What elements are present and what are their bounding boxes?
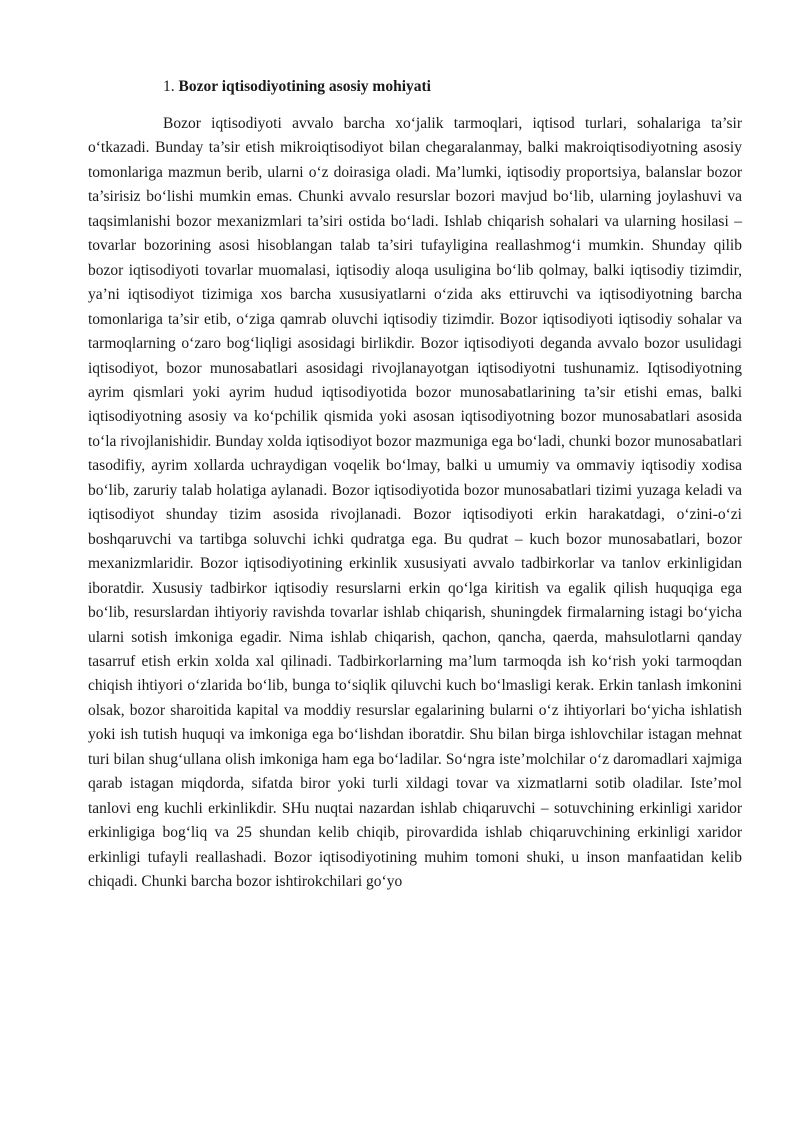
section-title: Bozor iqtisodiyotining asosiy mohiyati	[178, 78, 431, 95]
section-number: 1.	[163, 78, 179, 95]
body-paragraph: Bozor iqtisodiyoti avvalo barcha xo‘jalik tarmoqlari, iqtisod turlari, sohalariga ta’sir o‘tkazadi. Bunday ta’sir etish mikroiqtisodiyot bilan chegaralanmay, balki makroiqtisodiyotning asosiy tomonlariga mazmun berib, ularni o‘z doirasiga oladi. Ma’lumki, iqtisodiy proportsiya, balanslar bozor ta’sirisiz bo‘lishi mumkin emas. Chunki avvalo resurslar bozori mavjud bo‘lib, ularning joylashuvi va taqsimlanishi bozor mexanizmlari ta’siri ostida bo‘ladi. Ishlab chiqarish sohalari va ularning hosilasi – tovarlar bozorining asosi hisoblangan talab ta’siri tufayligina reallashmog‘i mumkin. Shunday qilib bozor iqtisodiyoti tovarlar muomalasi, iqtisodiy aloqa usuligina bo‘lib qolmay, balki iqtisodiy tizimdir, ya’ni iqtisodiyot tizimiga xos barcha xususiyatlarni o‘zida aks ettiruvchi va iqtisodiyotning barcha tomonlariga ta’sir etib, o‘ziga qamrab oluvchi iqtisodiy tizimdir. Bozor iqtisodiyoti iqtisodiy sohalar va tarmoqlarning o‘zaro bog‘liqligi asosidagi birlikdir. Bozor iqtisodiyoti deganda avvalo bozor usulidagi iqtisodiyot, bozor munosabatlari asosidagi rivojlanayotgan iqtisodiyotni tushunamiz. Iqtisodiyotning ayrim qismlari yoki ayrim hudud iqtisodiyotida bozor munosabatlarining ta’sir etishi emas, balki iqtisodiyotning asosiy va ko‘pchilik qismida yoki asosan iqtisodiyotning bozor munosabatlari asosida to‘la rivojlanishidir. Bunday xolda iqtisodiyot bozor mazmuniga ega bo‘ladi, chunki bozor munosabatlari tasodifiy, ayrim xollarda uchraydigan voqelik bo‘lmay, balki u umumiy va ommaviy iqtisodiy xodisa bo‘lib, zaruriy talab holatiga aylanadi. Bozor iqtisodiyotida bozor munosabatlari tizimi yuzaga keladi va iqtisodiyot shunday tizim asosida rivojlanadi. Bozor iqtisodiyoti erkin harakatdagi, o‘zini-o‘zi boshqaruvchi va tartibga soluvchi ichki qudratga ega. Bu qudrat – kuch bozor munosabatlari, bozor mexanizmlaridir. Bozor iqtisodiyotining erkinlik xususiyati avvalo tadbirkorlar va tanlov erkinligidan iboratdir. Xususiy tadbirkor iqtisodiy resurslarni erkin qo‘lga kiritish va egalik qilish huquqiga ega bo‘lib, resurslardan ihtiyoriy ravishda tovarlar ishlab chiqarish, shuningdek firmalarning istagi bo‘yicha ularni sotish imkoniga egadir. Nima ishlab chiqarish, qachon, qancha, qaerda, mahsulotlarni qanday tasarruf etish erkin xolda xal qilinadi. Tadbirkorlarning ma’lum tarmoqda ish ko‘rish yoki tarmoqdan chiqish ihtiyori o‘zlarida bo‘lib, bunga to‘siqlik qiluvchi kuch bo‘lmasligi kerak. Erkin tanlash imkonini olsak, bozor sharoitida kapital va moddiy resurslar egalarining bularni o‘z ihtiyorlari bo‘yicha ishlatish yoki ish tutish huquqi va imkoniga ega bo‘lishdan iboratdir. Shu bilan birga ishlovchilar istagan mehnat turi bilan shug‘ullana olish imkoniga ham ega bo‘ladilar. So‘ngra iste’molchilar o‘z daromadlari xajmiga qarab istagan miqdorda, sifatda biror yoki turli xildagi tovar va xizmatlarni sotib oladilar. Iste’mol tanlovi eng kuchli erkinlikdir. SHu nuqtai nazardan ishlab chiqaruvchi – sotuvchining erkinligi xaridor erkinligiga bog‘liq va 25 shundan kelib chiqib, pirovardida ishlab chiqaruvchining erkinligi xaridor erkinligi tufayli reallashadi. Bozor iqtisodiyotining muhim tomoni shuki, u inson manfaatidan kelib chiqadi. Chunki barcha bozor ishtirokchilari go‘yo	[88, 115, 742, 891]
section-heading	[163, 76, 431, 98]
